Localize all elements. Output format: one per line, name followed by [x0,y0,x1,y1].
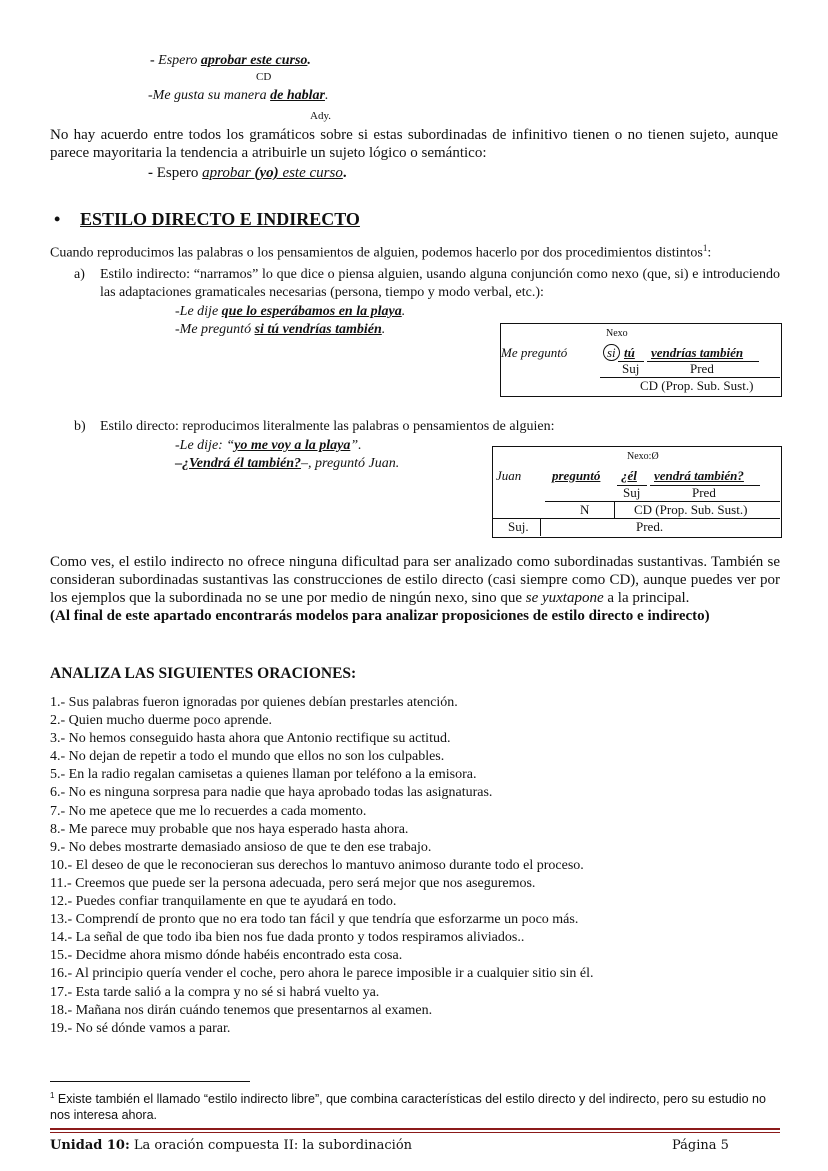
footnote-rule [50,1081,250,1082]
nexo-si-circled: si [603,344,620,361]
suj-pred-divider [540,518,541,536]
exercise-item: 15.- Decidme ahora mismo dónde habéis encontrado esta cosa. [50,948,403,964]
exercise-item: 3.- No hemos conseguido hasta ahora que Antonio rectifique su actitud. [50,731,451,747]
suj-label: Suj [622,361,640,376]
exercise-item: 16.- Al principio quería vender el coche, pero ahora le parece imposible ir a cualquier sitio sin él. [50,966,594,982]
section-title: ESTILO DIRECTO E INDIRECTO [80,209,360,229]
pred2-label: Pred. [636,519,664,534]
footer-rule-top [50,1128,780,1130]
exercise-item: 2.- Quien mucho duerme poco aprende. [50,713,272,729]
item-b-marker: b) [74,419,86,434]
exercise-item: 14.- La señal de que todo iba bien nos fue dada pronto y todos respiramos aliviados.. [50,930,525,946]
subject-el: ¿él [621,468,637,483]
cd-divider [614,501,615,518]
suj2-label: Suj. [508,519,529,534]
verb-cell: Me preguntó [501,345,568,360]
cd-label-b: CD (Prop. Sub. Sust.) [634,502,748,517]
item-b-example-2: –¿Vendrá él también?–, preguntó Juan. [175,456,400,471]
subject-juan: Juan [496,468,522,483]
item-b-example-1: -Le dije: “yo me voy a la playa”. [175,438,362,453]
footnote-ref: 1 [702,243,708,253]
nexo-label: Nexo [606,328,628,339]
suj-label-b: Suj [623,485,641,500]
item-a-example-2: -Me preguntó si tú vendrías también. [175,322,386,337]
n-label: N [580,502,590,517]
bullet-icon: • [54,209,61,229]
nexo-empty-label: Nexo:Ø [627,451,659,462]
function-tag-cd: CD [256,71,272,83]
footnote-number: 1 [50,1091,55,1100]
exercise-item: 12.- Puedes confiar tranquilamente en que te ayudará en todo. [50,894,397,910]
item-a-text: Estilo indirecto: “narramos” lo que dice o piensa alguien, usando alguna conjunción como nexo (que, si) e introduciendo las adaptaciones gramaticales necesarias (persona, tiempo y modo verbal, etc.): [100,267,780,300]
subject-tu: tú [624,345,635,360]
example-espero-cd: - Espero aprobar este curso. [150,53,311,68]
function-tag-ady: Ady. [310,110,331,122]
exercise-list [50,694,593,1038]
predicate-text: vendrías también [651,345,744,360]
exercise-item: 6.- No es ninguna sorpresa para nadie que haya aprobado todas las asignaturas. [50,785,493,801]
intro-example: - Espero aprobar (yo) este curso. [148,165,347,181]
footer-rule-bottom [50,1132,780,1133]
footer-unit: Unidad 10: La oración compuesta II: la subordinación [50,1138,413,1153]
item-a-marker: a) [74,267,85,282]
exercise-item: 13.- Comprendí de pronto que no era todo tan fácil y que tendría que esforzarme un poco más. [50,912,579,928]
exercise-item: 10.- El deseo de que le reconocieran sus derechos lo mantuvo animoso durante todo el proceso. [50,857,584,873]
exercise-item: 9.- No debes mostrarte demasiado ansioso de que te den ese trabajo. [50,839,432,855]
exercise-item: 18.- Mañana nos dirán cuándo tenemos que presentarnos al examen. [50,1002,433,1018]
exercise-item: 7.- No me apetece que me lo recuerdes a cada momento. [50,803,367,819]
intro-paragraph: No hay acuerdo entre todos los gramáticos sobre si estas subordinadas de infinitivo tienen o no tienen sujeto, aunque parece mayoritaria la tendencia a atribuirle un sujeto lógico o semántico: [50,127,778,161]
exercise-item: 8.- Me parece muy probable que nos haya esperado hasta ahora. [50,821,409,837]
exercise-item: 19.- No sé dónde vamos a parar. [50,1020,231,1036]
models-note: (Al final de este apartado encontrarás modelos para analizar proposiciones de estilo directo e indirecto) [50,608,710,624]
pred-label-b: Pred [692,485,716,500]
footnote: $^1$ Existe también el llamado “estilo indirecto libre”, que combina características del estilo directo y del indirecto, pero su estudio no nos interesa ahora. [50,1091,766,1123]
footer-page-number: Página 5 [672,1138,729,1153]
exercise-item: 4.- No dejan de repetir a todo el mundo que ellos no son los culpables. [50,749,445,765]
exercises-title: ANALIZA LAS SIGUIENTES ORACIONES: [50,665,357,682]
verb-pregunto: preguntó [552,468,601,483]
pred-label: Pred [690,361,714,376]
conclusion-paragraph: Como ves, el estilo indirecto no ofrece ninguna dificultad para ser analizado como subordinadas sustantivas. También se consideran subordinadas sustantivas las construcciones de estilo directo (casi siempre como CD), aunque puedes ver por los ejemplos que la subordinada no se une por medio de ningún nexo, sino que se yuxtapone a la principal. [50,554,780,606]
example-me-gusta: -Me gusta su manera de hablar. [148,88,329,103]
item-b-text: Estilo directo: reproducimos literalmente las palabras o pensamientos de alguien: [100,419,555,434]
predicate-vendra: vendrá también? [654,468,744,483]
exercise-item: 17.- Esta tarde salió a la compra y no sé si habrá vuelto ya. [50,984,380,1000]
cd-label: CD (Prop. Sub. Sust.) [640,378,754,393]
section-intro: Cuando reproducimos las palabras o los pensamientos de alguien, podemos hacerlo por dos procedimientos distintos$^1$: [50,243,712,261]
exercise-item: 5.- En la radio regalan camisetas a quienes llaman por teléfono a la emisora. [50,767,477,783]
exercise-item: 1.- Sus palabras fueron ignoradas por quienes debían prestarles atención. [50,695,458,710]
exercise-item: 11.- Creemos que puede ser la persona adecuada, pero será mejor que nos aseguremos. [50,875,536,891]
item-a-example-1: -Le dije que lo esperábamos en la playa. [175,304,406,319]
